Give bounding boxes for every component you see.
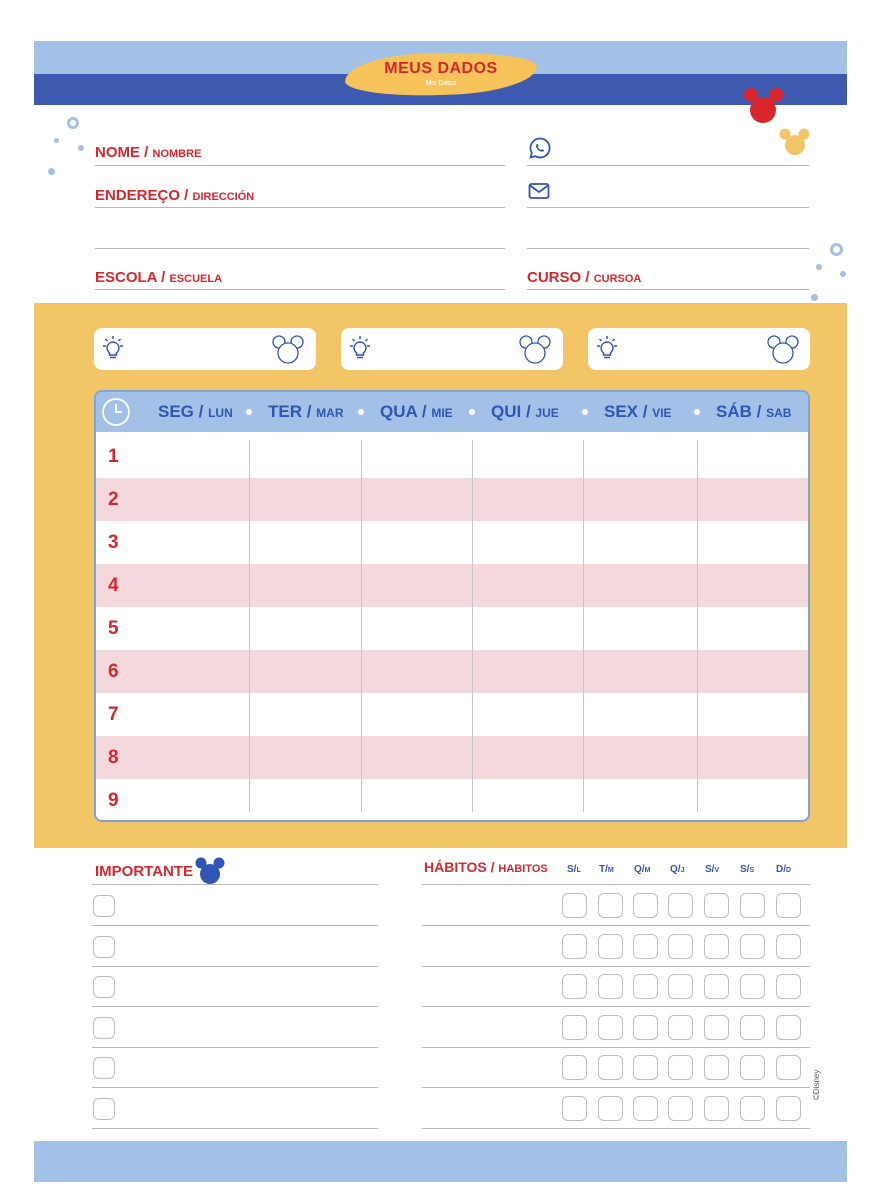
page-title: MEUS DADOS: [384, 60, 498, 77]
habit-checkbox[interactable]: [704, 1055, 729, 1080]
habit-checkbox[interactable]: [776, 893, 801, 918]
day-header-sat: SÁB / SAB: [716, 402, 792, 421]
decor-ring: [67, 117, 79, 129]
schedule-table: [94, 390, 810, 822]
row-number: 5: [108, 618, 119, 639]
row-number: 8: [108, 747, 119, 768]
important-checkbox[interactable]: [93, 936, 115, 958]
habit-checkbox[interactable]: [633, 1096, 658, 1121]
habit-checkbox[interactable]: [633, 893, 658, 918]
habit-checkbox[interactable]: [668, 893, 693, 918]
habit-checkbox[interactable]: [740, 1055, 765, 1080]
schedule-row[interactable]: [96, 779, 808, 822]
schedule-row[interactable]: [96, 693, 808, 736]
habit-checkbox[interactable]: [704, 1015, 729, 1040]
habit-checkbox[interactable]: [598, 934, 623, 959]
habit-checkbox[interactable]: [668, 934, 693, 959]
important-checkbox[interactable]: [93, 1017, 115, 1039]
habit-day-thu: Q/J: [670, 864, 685, 875]
row-number: 2: [108, 489, 119, 510]
habit-checkbox[interactable]: [633, 934, 658, 959]
day-header-fri: SEX / VIE: [604, 402, 672, 421]
lightbulb-icon: [594, 335, 620, 363]
escola-field[interactable]: [95, 289, 505, 290]
important-line[interactable]: [92, 1128, 378, 1129]
column-divider: [249, 440, 250, 812]
habit-checkbox[interactable]: [668, 1096, 693, 1121]
habit-checkbox[interactable]: [562, 1015, 587, 1040]
mickey-head-icon: [271, 334, 305, 366]
habit-checkbox[interactable]: [562, 1055, 587, 1080]
decor-dot: [816, 264, 822, 270]
decor-dot: [840, 271, 846, 277]
mickey-head-icon: [518, 334, 552, 366]
column-divider: [697, 440, 698, 812]
lightbulb-icon: [347, 335, 373, 363]
habit-checkbox[interactable]: [740, 1096, 765, 1121]
mickey-head-icon: [743, 86, 785, 126]
nome-label: NOME / NOMBRE: [95, 144, 202, 161]
footer-band: [34, 1141, 847, 1182]
column-divider: [361, 440, 362, 812]
habit-checkbox[interactable]: [633, 1055, 658, 1080]
endereco-field-line2[interactable]: [95, 248, 505, 249]
schedule-row[interactable]: [96, 478, 808, 521]
mickey-head-icon: [779, 127, 811, 157]
row-number: 4: [108, 575, 119, 596]
habit-checkbox[interactable]: [704, 893, 729, 918]
habit-day-sun: D/D: [776, 864, 792, 875]
habit-checkbox[interactable]: [562, 893, 587, 918]
habits-label: HÁBITOS / HABITOS: [424, 859, 548, 875]
schedule-row[interactable]: [96, 607, 808, 650]
habit-line[interactable]: [422, 1087, 810, 1088]
mickey-head-icon: [194, 856, 226, 886]
curso-field[interactable]: [527, 289, 809, 290]
decor-dot: [811, 294, 818, 301]
habit-line[interactable]: [422, 925, 810, 926]
habit-day-tue: T/M: [599, 864, 614, 875]
decor-ring: [830, 243, 843, 256]
habit-checkbox[interactable]: [740, 1015, 765, 1040]
envelope-icon: [528, 182, 550, 200]
clock-icon: [100, 396, 132, 428]
habit-line[interactable]: [422, 1128, 810, 1129]
day-header-thu: QUI / JUE: [491, 402, 559, 421]
important-line[interactable]: [92, 966, 378, 967]
mickey-head-icon: [766, 334, 800, 366]
header-dot: [582, 409, 588, 415]
important-checkbox[interactable]: [93, 895, 115, 917]
lightbulb-icon: [100, 335, 126, 363]
divider: [92, 884, 378, 885]
day-header-tue: TER / MAR: [268, 402, 344, 421]
row-number: 9: [108, 790, 119, 811]
habit-day-mon: S/L: [567, 864, 581, 875]
habit-checkbox[interactable]: [633, 974, 658, 999]
whatsapp-field[interactable]: [527, 165, 809, 166]
important-line[interactable]: [92, 1087, 378, 1088]
habit-checkbox[interactable]: [668, 1055, 693, 1080]
decor-dot: [78, 145, 84, 151]
habit-checkbox[interactable]: [704, 974, 729, 999]
habit-checkbox[interactable]: [598, 893, 623, 918]
habit-day-fri: S/V: [705, 864, 720, 875]
divider: [422, 884, 810, 885]
habit-line[interactable]: [422, 1047, 810, 1048]
habit-checkbox[interactable]: [704, 1096, 729, 1121]
row-number: 7: [108, 704, 119, 725]
important-checkbox[interactable]: [93, 1098, 115, 1120]
header-dot: [469, 409, 475, 415]
habit-checkbox[interactable]: [598, 1055, 623, 1080]
escola-label: ESCOLA / ESCUELA: [95, 269, 223, 286]
whatsapp-icon: [528, 136, 552, 160]
habit-checkbox[interactable]: [668, 974, 693, 999]
habit-day-wed: Q/M: [634, 864, 651, 875]
extra-field[interactable]: [527, 248, 809, 249]
row-number: 6: [108, 661, 119, 682]
habit-checkbox[interactable]: [704, 934, 729, 959]
email-field[interactable]: [527, 207, 809, 208]
schedule-row[interactable]: [96, 435, 808, 478]
endereco-label: ENDEREÇO / DIRECCIÓN: [95, 187, 255, 204]
habit-checkbox[interactable]: [740, 893, 765, 918]
row-number: 3: [108, 532, 119, 553]
habit-checkbox[interactable]: [776, 1096, 801, 1121]
nome-field[interactable]: [95, 165, 505, 166]
schedule-row[interactable]: [96, 521, 808, 564]
schedule-row[interactable]: [96, 736, 808, 779]
habit-checkbox[interactable]: [668, 1015, 693, 1040]
curso-label: CURSO / CURSOA: [527, 269, 642, 286]
important-line[interactable]: [92, 925, 378, 926]
decor-dot: [54, 138, 59, 143]
habit-checkbox[interactable]: [776, 1055, 801, 1080]
habit-checkbox[interactable]: [740, 934, 765, 959]
header-dot: [694, 409, 700, 415]
important-checkbox[interactable]: [93, 976, 115, 998]
copyright: ©Disney: [812, 1069, 821, 1100]
habit-checkbox[interactable]: [598, 974, 623, 999]
habit-checkbox[interactable]: [633, 1015, 658, 1040]
habit-checkbox[interactable]: [562, 1096, 587, 1121]
column-divider: [583, 440, 584, 812]
habit-checkbox[interactable]: [562, 974, 587, 999]
habit-checkbox[interactable]: [776, 934, 801, 959]
habit-day-sat: S/S: [740, 864, 755, 875]
habit-checkbox[interactable]: [598, 1096, 623, 1121]
day-header-wed: QUA / MIE: [380, 402, 453, 421]
schedule-row[interactable]: [96, 564, 808, 607]
habit-checkbox[interactable]: [562, 934, 587, 959]
habit-checkbox[interactable]: [740, 974, 765, 999]
important-line[interactable]: [92, 1047, 378, 1048]
header-dot: [246, 409, 252, 415]
habit-line[interactable]: [422, 1006, 810, 1007]
habit-checkbox[interactable]: [598, 1015, 623, 1040]
schedule-row[interactable]: [96, 650, 808, 693]
column-divider: [472, 440, 473, 812]
decor-dot: [48, 168, 55, 175]
row-number: 1: [108, 446, 119, 467]
habit-checkbox[interactable]: [776, 974, 801, 999]
header-dot: [358, 409, 364, 415]
endereco-field[interactable]: [95, 207, 505, 208]
habit-line[interactable]: [422, 966, 810, 967]
important-label: IMPORTANTE: [95, 863, 194, 880]
habit-checkbox[interactable]: [776, 1015, 801, 1040]
page-subtitle: Mis Datos: [425, 80, 457, 87]
important-line[interactable]: [92, 1006, 378, 1007]
day-header-mon: SEG / LUN: [158, 402, 233, 421]
important-checkbox[interactable]: [93, 1057, 115, 1079]
